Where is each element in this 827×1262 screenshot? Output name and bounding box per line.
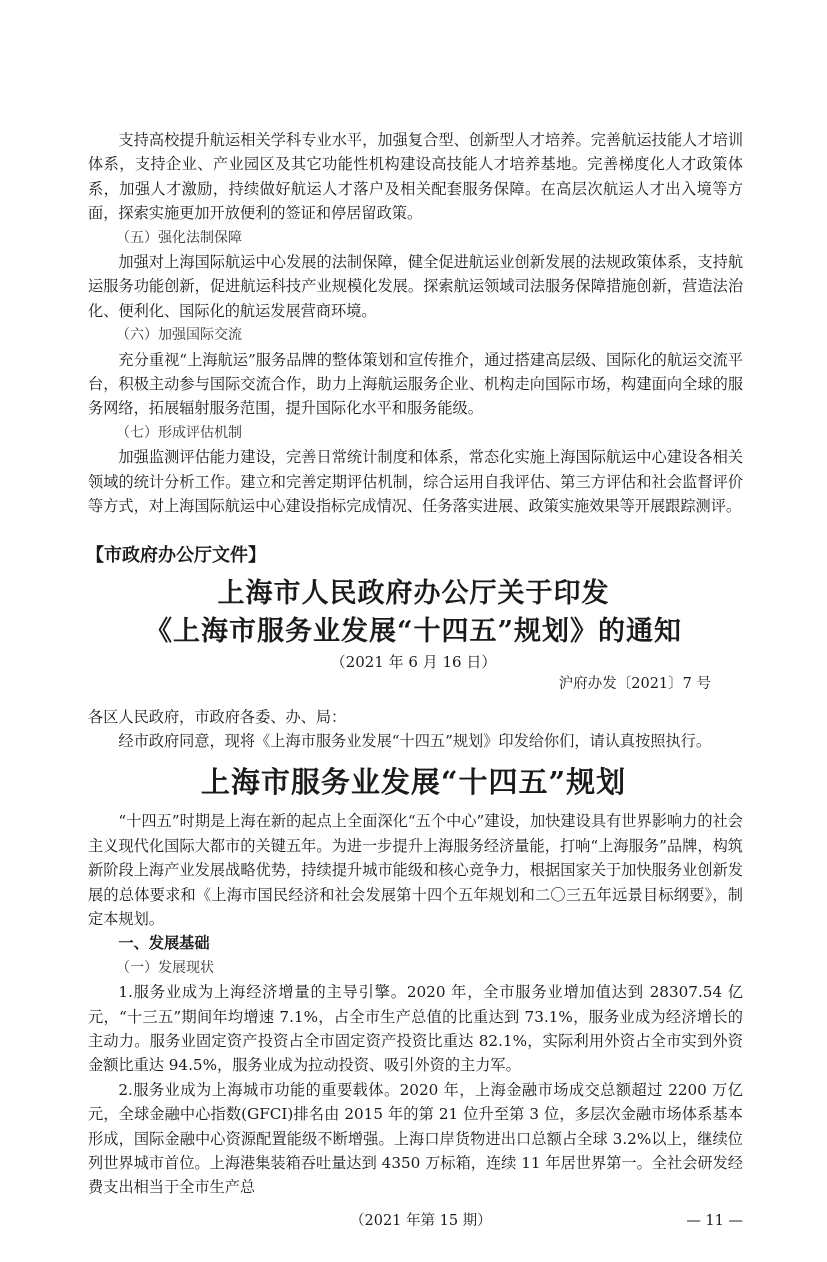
notice-title-line2: 《上海市服务业发展“十四五”规划》的通知 (144, 615, 683, 647)
paragraph: 加强监测评估能力建设，完善日常统计制度和体系，常态化实施上海国际航运中心建设各相关领域的统计分析工作。建立和完善定期评估机制，综合运用自我评估、第三方评估和社会监督评价等方式，对上海国际航运中心建设指标完成情况、任务落实进展、政策实施效果等开展跟踪测评。 (88, 448, 743, 516)
plan-title: 上海市服务业发展“十四五”规划 (200, 765, 627, 800)
paragraph: 加强对上海国际航运中心发展的法制保障，健全促进航运业创新发展的法规政策体系，支持航运服务功能创新，促进航运科技产业规模化发展。探索航运领域司法服务保障措施创新，营造法治化、便利化、国际化的航运发展营商环境。 (88, 253, 743, 320)
paragraph: 1.服务业成为上海经济增量的主导引擎。2020 年，全市服务业增加值达到 28307.54 亿元，“十三五”期间年均增速 7.1%，占全市生产总值的比重达到 73.1%，服务业成为经济增长的主动力。服务业固定资产投资占全市固定资产投资比重达 82.1%，实际利用外资占全市实到外资金额比重达 94.5%，服务业成为拉动投资、吸引外资的主力军。 (88, 983, 743, 1075)
paragraph: 充分重视“上海航运”服务品牌的整体策划和宣传推介，通过搭建高层级、国际化的航运交流平台，积极主动参与国际交流合作，助力上海航运服务企业、机构走向国际市场，构建面向全球的服务网络，拓展辐射服务范围，提升国际化水平和服务能级。 (88, 350, 743, 418)
notice-date: （2021 年 6 月 16 日） (330, 652, 497, 671)
issue-label: （2021 年第 15 期） (350, 1212, 492, 1229)
notice-text: 经市政府同意，现将《上海市服务业发展“十四五”规划》印发给你们，请认真按照执行。 (118, 731, 712, 750)
notice-title-line1: 上海市人民政府办公厅关于印发 (217, 577, 610, 609)
plan-body (88, 809, 743, 1200)
page-footer (88, 1210, 743, 1232)
document-page (88, 0, 743, 1262)
paragraph: 支持高校提升航运相关学科专业水平，加强复合型、创新型人才培养。完善航运技能人才培训体系，支持企业、产业园区及其它功能性机构建设高技能人才培养基地。完善梯度化人才政策体系，加强人才激励，持续做好航运人才落户及相关配套服务保障。在高层次航运人才出入境等方面，探索实施更加开放便利的签证和停居留政策。 (88, 131, 743, 223)
page-number: — 11 — (686, 1212, 743, 1229)
paragraph: 2.服务业成为上海城市功能的重要载体。2020 年，上海金融市场成交总额超过 2200 万亿元，全球金融中心指数(GFCI)排名由 2015 年的第 21 位升至第 3 位，多层次金融市场体系基本形成，国际金融中心资源配置能级不断增强。上海口岸货物进出口总额占全球 3.2%以上，继续位列世界城市首位。上海港集装箱吞吐量达到 4350 万标箱，连续 11 年居世界第一。全社会研发经费支出相当于全市生产总 (88, 1080, 743, 1197)
subsection-heading: （五）强化法制保障 (116, 229, 242, 246)
paragraph: “十四五”时期是上海在新的起点上全面深化“五个中心”建设，加快建设具有世界影响力的社会主义现代化国际大都市的关键五年。为进一步提升上海服务经济量能，打响“上海服务”品牌，构筑新阶段上海产业发展战略优势，持续提升城市能级和核心竞争力，根据国家关于加快服务业创新发展的总体要求和《上海市国民经济和社会发展第十四个五年规划和二〇三五年远景目标纲要》，制定本规划。 (88, 812, 743, 928)
subsection-heading: （一）发展现状 (116, 959, 214, 976)
subsection-heading: （七）形成评估机制 (116, 424, 242, 441)
addressee: 各区人民政府，市政府各委、办、局： (88, 707, 347, 726)
section-tag: 【市政府办公厅文件】 (86, 544, 266, 566)
notice-body (88, 705, 743, 754)
top-section (88, 128, 743, 519)
subsection-heading: （六）加强国际交流 (116, 327, 242, 344)
section-heading: 一、发展基础 (118, 934, 210, 953)
doc-number: 沪府办发〔2021〕7 号 (558, 675, 711, 692)
